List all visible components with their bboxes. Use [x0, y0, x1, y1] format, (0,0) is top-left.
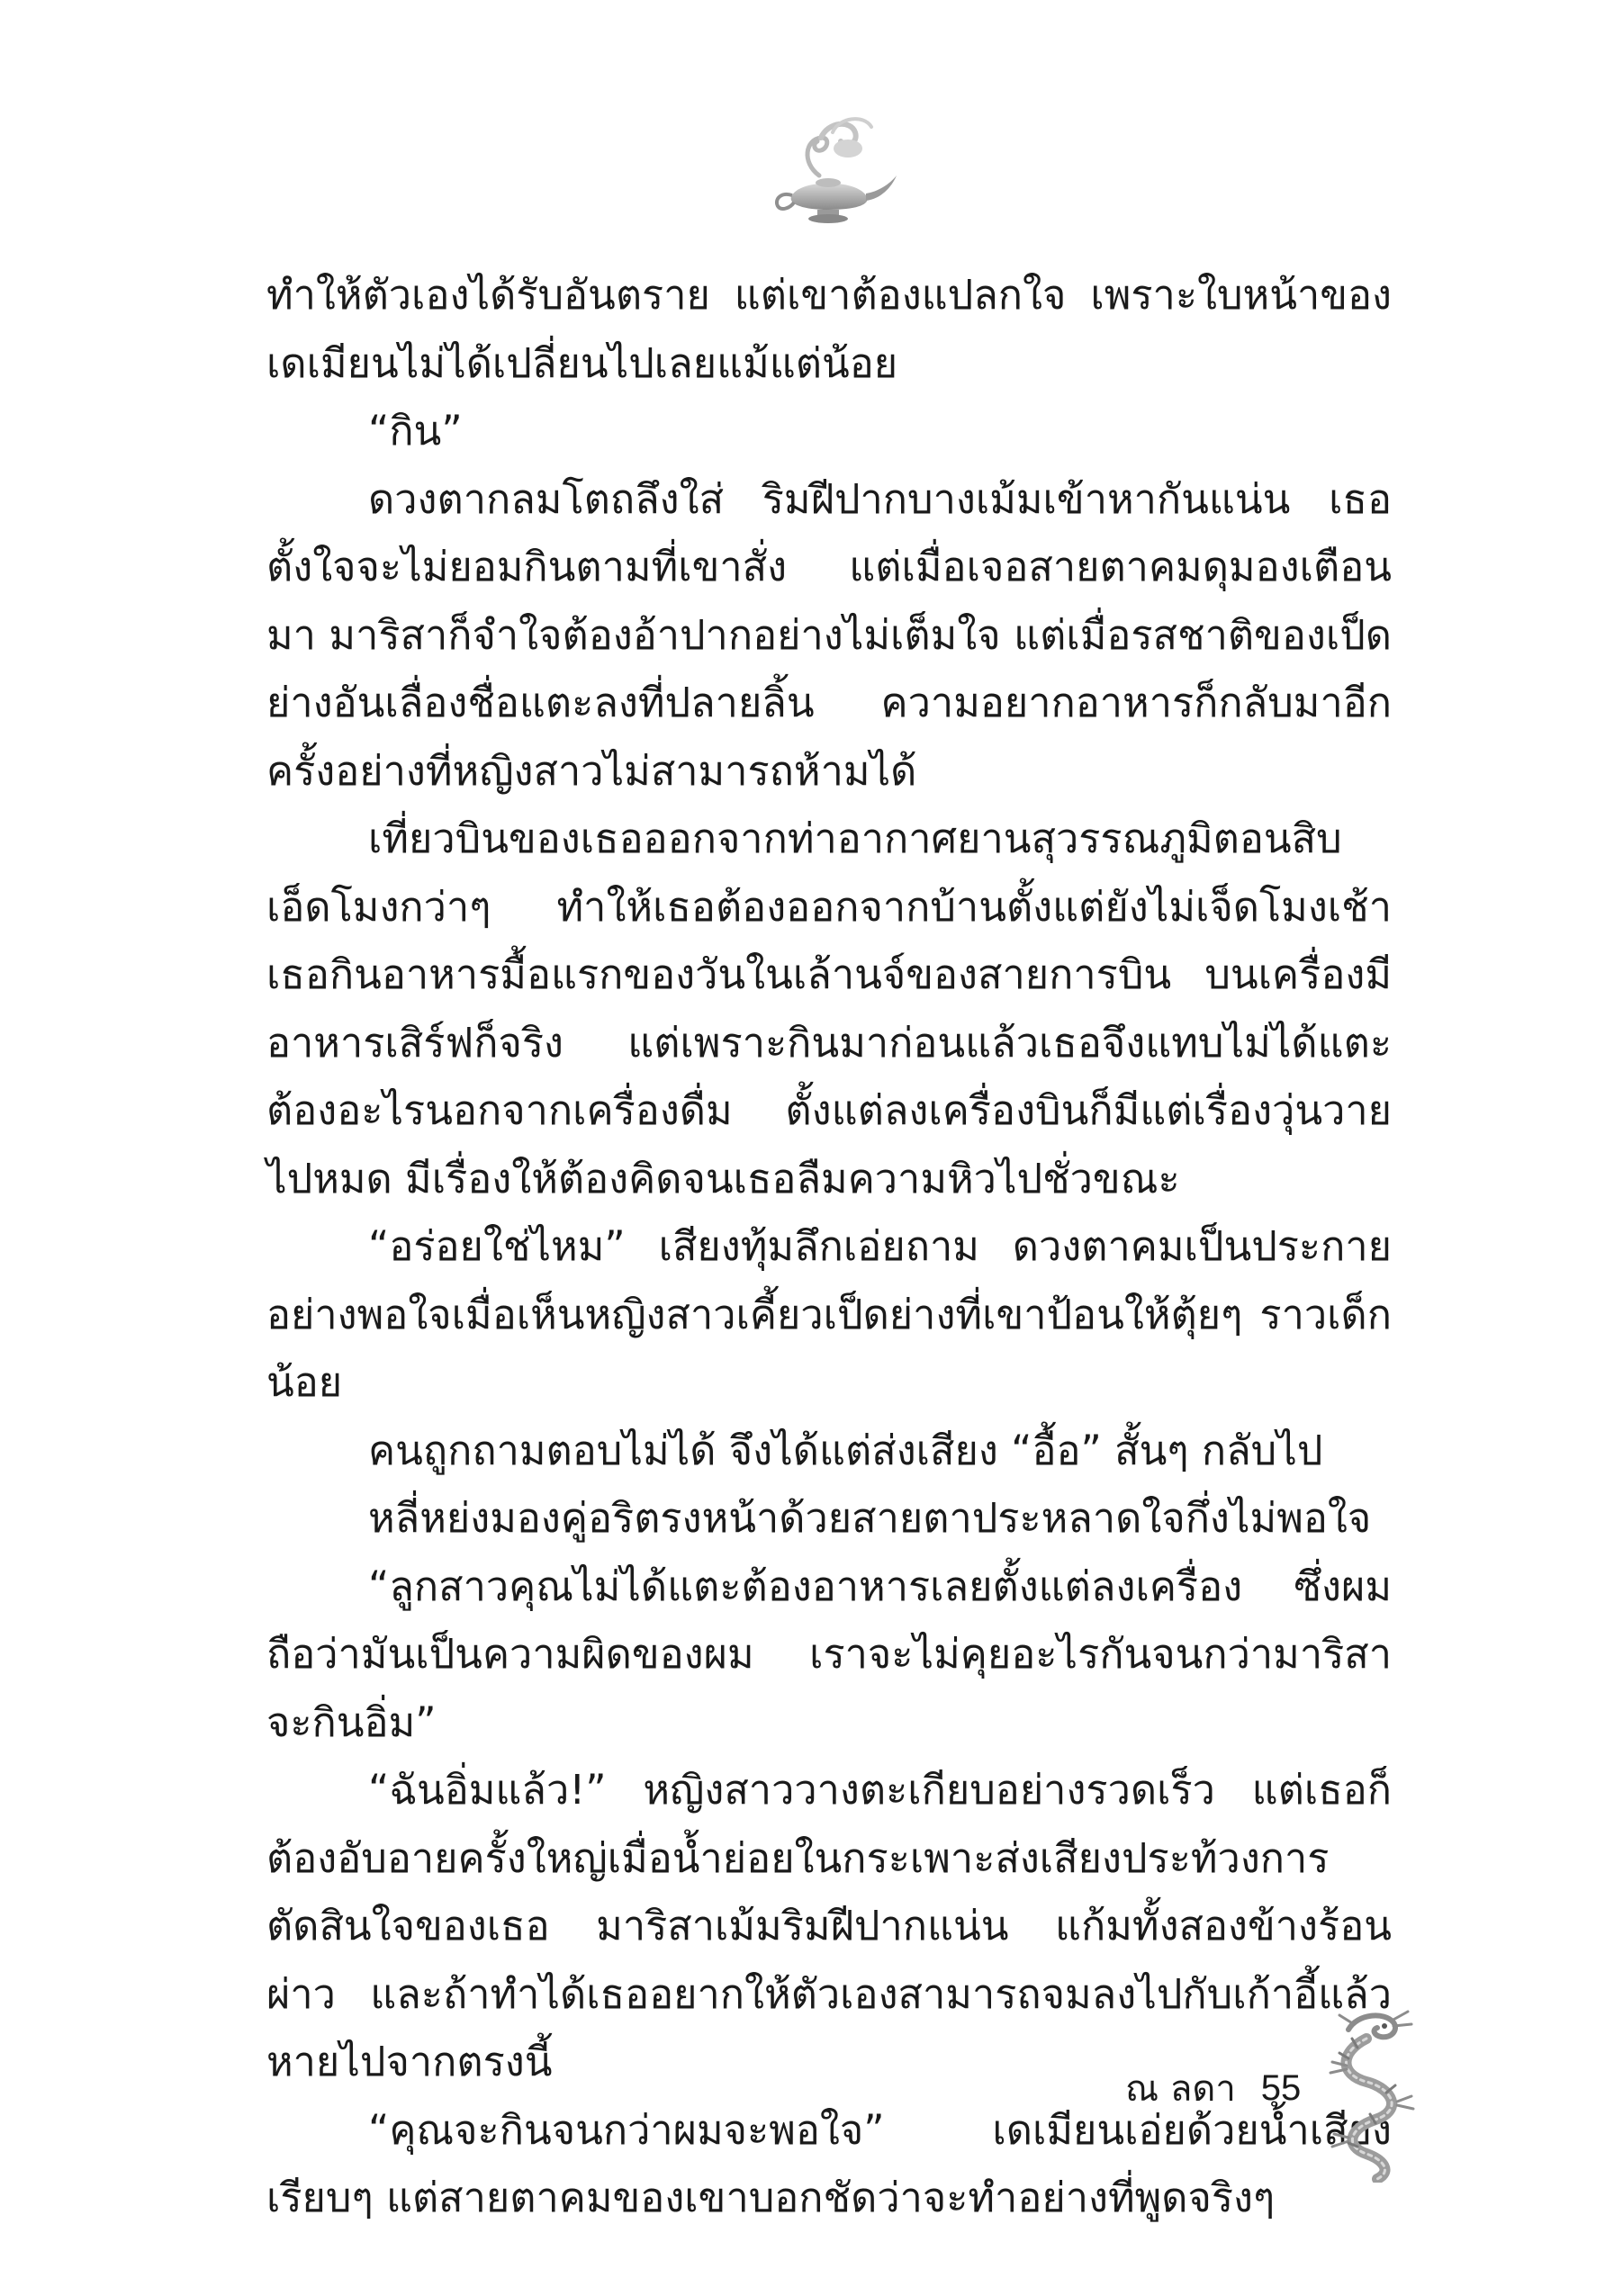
page-footer	[1125, 2061, 1301, 2115]
author-name: ณ ลดา	[1125, 2068, 1236, 2110]
paragraph: “อร่อยใช่ไหม” เสียงทุ้มลึกเอ่ยถาม ดวงตาคมเป็นประกายอย่างพอใจเมื่อเห็นหญิงสาวเคี้ยวเป็ดย่างที่เขาป้อนให้ตุ้ยๆ ราวเด็กน้อย	[266, 1222, 1392, 1406]
page-number: 55	[1260, 2067, 1302, 2108]
genie-lamp-icon	[765, 113, 900, 230]
dragon-icon	[1321, 2003, 1420, 2183]
paragraph: “ลูกสาวคุณไม่ได้แตะต้องอาหารเลยตั้งแต่ลงเครื่อง ซึ่งผมถือว่ามันเป็นความผิดของผม เราจะไม่คุยอะไรกันจนกว่ามาริสาจะกินอิ่ม”	[266, 1562, 1392, 1746]
paragraph: “ฉันอิ่มแล้ว!” หญิงสาววางตะเกียบอย่างรวดเร็ว แต่เธอก็ต้องอับอายครั้งใหญ่เมื่อน้ำย่อยในกระเพาะส่งเสียงประท้วงการตัดสินใจของเธอ มาริสาเม้มริมฝีปากแน่น แก้มทั้งสองข้างร้อนผ่าว และถ้าทำได้เธออยากให้ตัวเองสามารถจมลงไปกับเก้าอี้แล้วหายไปจากตรงนี้	[266, 1766, 1392, 2085]
paragraph: “คุณจะกินจนกว่าผมจะพอใจ” เดเมียนเอ่ยด้วยน้ำเสียงเรียบๆ แต่สายตาคมของเขาบอกชัดว่าจะทำอย่างที่พูดจริงๆ	[266, 2105, 1392, 2221]
paragraph: ดวงตากลมโตถลึงใส่ ริมฝีปากบางเม้มเข้าหากันแน่น เธอตั้งใจจะไม่ยอมกินตามที่เขาสั่ง แต่เมื่อเจอสายตาคมดุมองเตือนมา มาริสาก็จำใจต้องอ้าปากอย่างไม่เต็มใจ แต่เมื่อรสชาติของเป็ดย่างอันเลื่องชื่อแตะลงที่ปลายลิ้น ความอยากอาหารก็กลับมาอีกครั้งอย่างที่หญิงสาวไม่สามารถห้ามได้	[266, 474, 1392, 795]
paragraph: ทำให้ตัวเองได้รับอันตราย แต่เขาต้องแปลกใจ เพราะใบหน้าของเดเมียนไม่ได้เปลี่ยนไปเลยแม้แต่น้อย	[266, 271, 1392, 387]
paragraph: “กิน”	[368, 407, 463, 455]
paragraph: หลี่หย่งมองคู่อริตรงหน้าด้วยสายตาประหลาดใจกึ่งไม่พอใจ	[368, 1494, 1372, 1542]
paragraph: คนถูกถามตอบไม่ได้ จึงได้แต่ส่งเสียง “อื้อ” สั้นๆ กลับไป	[368, 1426, 1323, 1474]
paragraph: เที่ยวบินของเธอออกจากท่าอากาศยานสุวรรณภูมิตอนสิบเอ็ดโมงกว่าๆ ทำให้เธอต้องออกจากบ้านตั้งแต่ยังไม่เจ็ดโมงเช้า เธอกินอาหารมื้อแรกของวันในเล้านจ์ของสายการบิน บนเครื่องมีอาหารเสิร์ฟก็จริง แต่เพราะกินมาก่อนแล้วเธอจึงแทบไม่ได้แตะต้องอะไรนอกจากเครื่องดื่ม ตั้งแต่ลงเครื่องบินก็มีแต่เรื่องวุ่นวายไปหมด มีเรื่องให้ต้องคิดจนเธอลืมความหิวไปชั่วขณะ	[266, 815, 1392, 1202]
body-text	[266, 261, 1392, 2232]
